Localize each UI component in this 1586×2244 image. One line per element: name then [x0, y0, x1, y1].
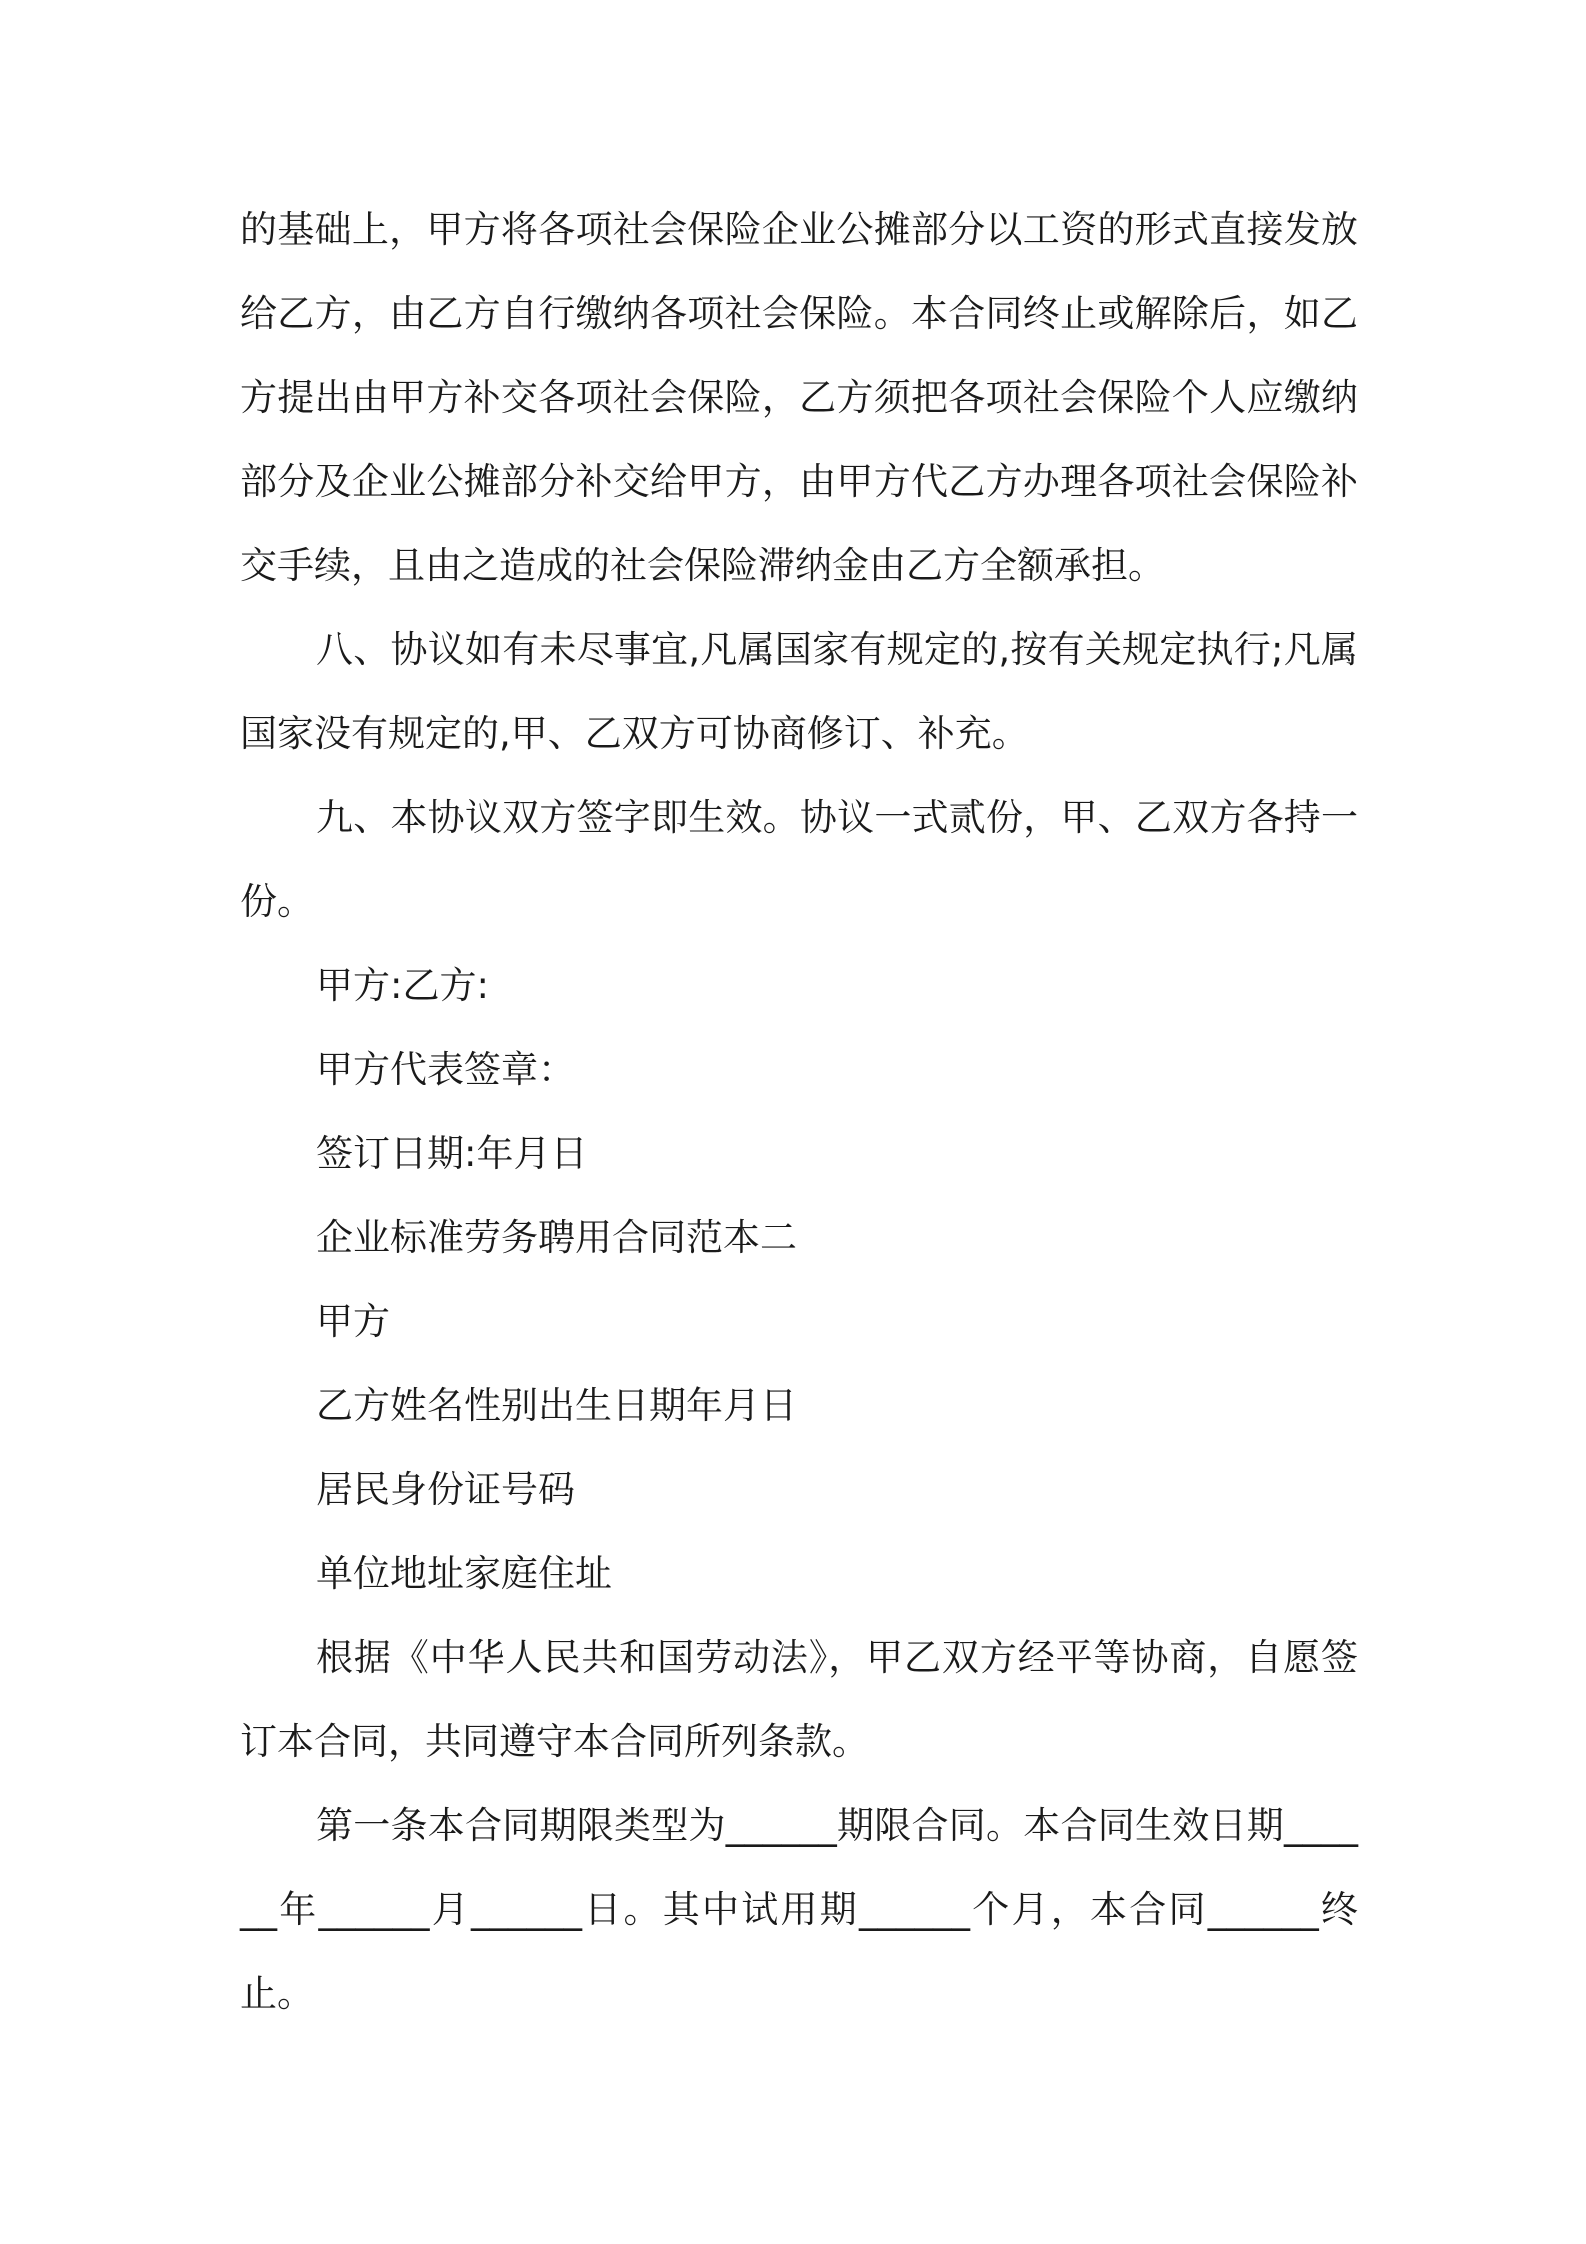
signature-parties-line: 甲方:乙方: [316, 964, 489, 1007]
paragraph-clause-eight: 八、协议如有未尽事宜,凡属国家有规定的,按有关规定执行;凡属国家没有规定的,甲、乙双方可协商修订、补充。 [240, 628, 1358, 755]
paragraph-clause-nine: 九、本协议双方签字即生效。协议一式贰份，甲、乙双方各持一份。 [240, 796, 1358, 923]
section-title: 企业标准劳务聘用合同范本二 [316, 1216, 797, 1259]
signing-date-line: 签订日期:年月日 [316, 1132, 588, 1175]
address-line: 单位地址家庭住址 [316, 1552, 612, 1595]
party-a-line: 甲方 [316, 1300, 390, 1343]
paragraph-social-insurance: 的基础上，甲方将各项社会保险企业公摊部分以工资的形式直接发放给乙方，由乙方自行缴纳各项社会保险。本合同终止或解除后，如乙方提出由甲方补交各项社会保险，乙方须把各项社会保险个人应缴纳部分及企业公摊部分补交给甲方，由甲方代乙方办理各项社会保险补交手续，且由之造成的社会保险滞纳金由乙方全额承担。 [240, 208, 1358, 587]
party-b-info-line: 乙方姓名性别出生日期年月日 [316, 1384, 797, 1427]
document-body [240, 188, 1358, 2036]
signature-representative-line: 甲方代表签章： [316, 1048, 575, 1091]
paragraph-article-one: 第一条本合同期限类型为______期限合同。本合同生效日期______年______月______日。其中试用期______个月，本合同______终止。 [240, 1804, 1358, 2015]
paragraph-preamble: 根据《中华人民共和国劳动法》，甲乙双方经平等协商，自愿签订本合同，共同遵守本合同所列条款。 [240, 1636, 1358, 1763]
id-number-line: 居民身份证号码 [316, 1468, 575, 1511]
